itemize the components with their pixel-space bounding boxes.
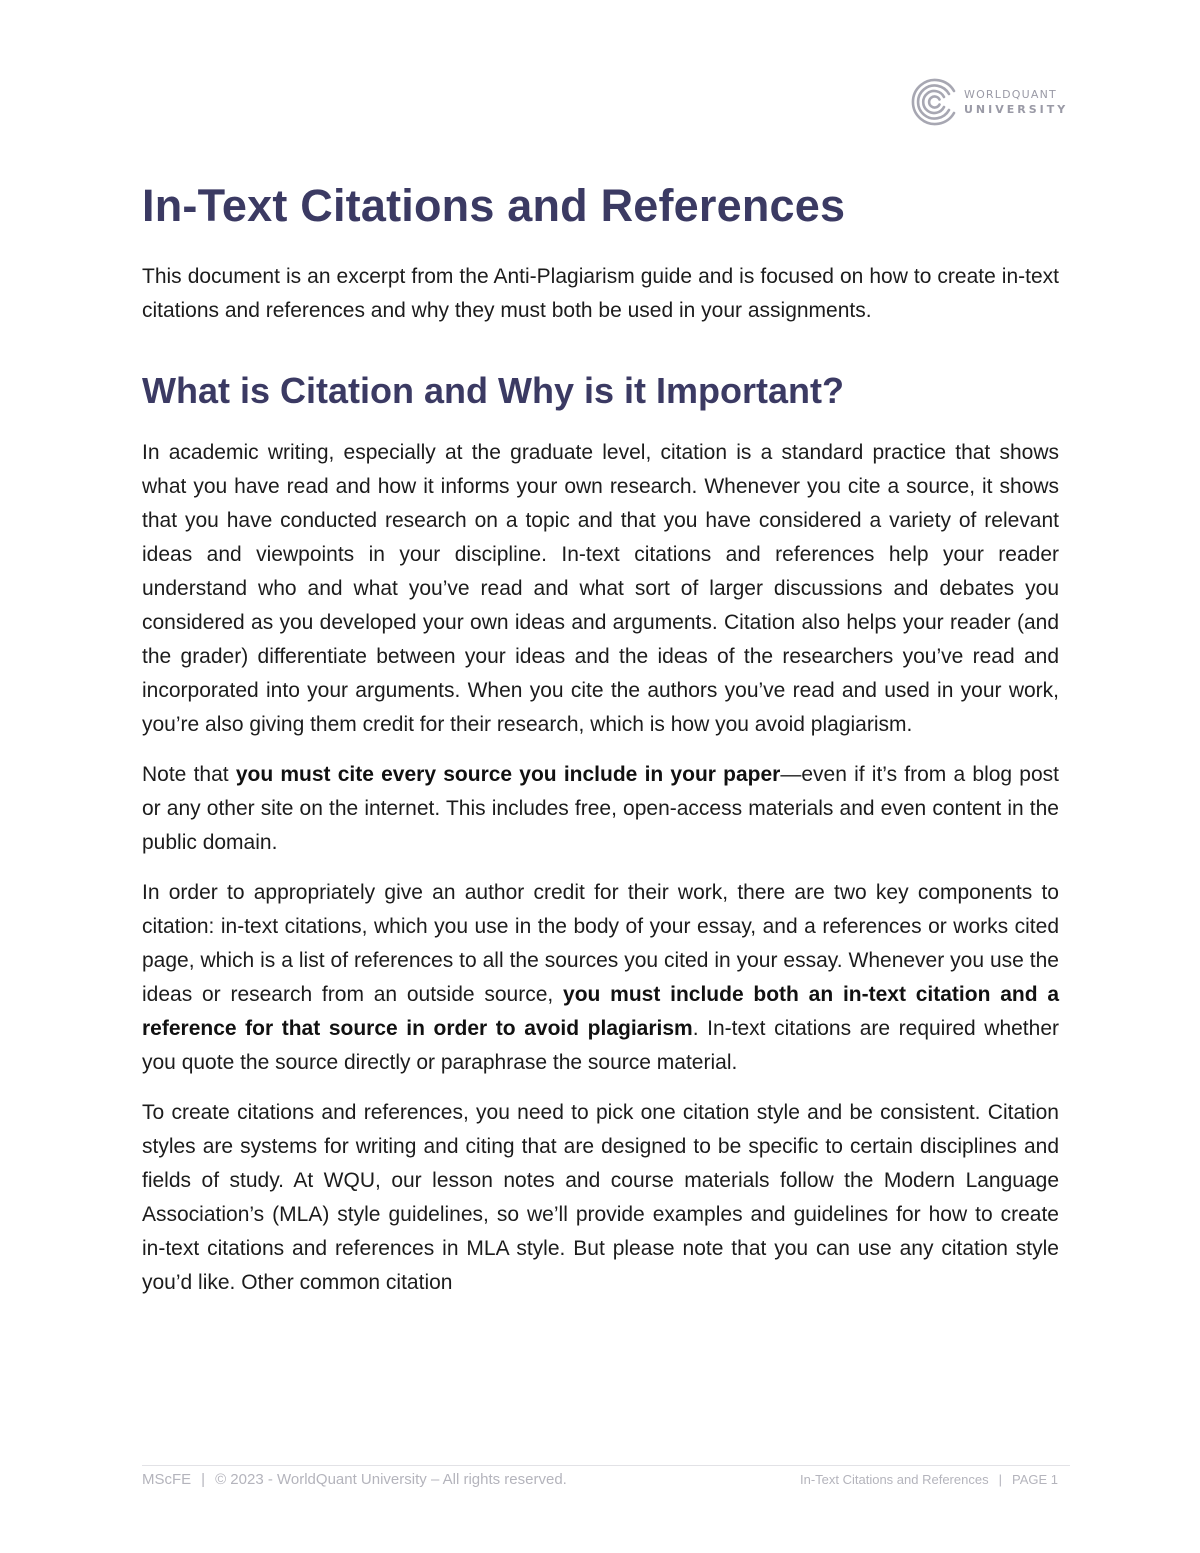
paragraph-text: In order to appropriately give an author credit for their work, there are two key components to citation: in-text citations, which you use in the body of your essay, and a references or works cited page, which is a list of references to all the sources you cited in your essay. Whenever you use the ideas or research from an outside source, <box>142 881 1059 1006</box>
document-title: In-Text Citations and References <box>142 180 846 231</box>
footer-separator: | <box>201 1471 206 1488</box>
logo-line-2: UNIVERSITY <box>964 103 1069 116</box>
footer-page-number: PAGE 1 <box>1011 1472 1058 1487</box>
paragraph-text: —even if it’s from a blog post or any other site on the internet. This includes free, open-access materials and even content in the public domain. <box>142 763 1059 854</box>
footer-copyright: © 2023 - WorldQuant University – All rights reserved. <box>215 1471 567 1488</box>
paragraph-citation-styles: To create citations and references, you need to pick one citation style and be consistent. Citation styles are systems for writing and citing that are designed to be specific to certain disciplines and fields of study. At WQU, our lesson notes and course materials follow the Modern Language Association’s (MLA) style guidelines, so we’ll provide examples and guidelines for how to create in-text citations and references in MLA style. But please note that you can use any citation style you’d like. Other common citation <box>142 1101 1059 1294</box>
footer-program: MScFE <box>142 1471 192 1488</box>
intro-paragraph: This document is an excerpt from the Anti-Plagiarism guide and is focused on how to create in-text citations and references and why they must both be used in your assignments. <box>142 265 1059 322</box>
logo-line-1: WORLDQUANT <box>964 88 1057 101</box>
paragraph-two-components <box>142 876 1059 1080</box>
paragraph-must-cite <box>142 758 1059 860</box>
footer-left <box>142 1470 567 1490</box>
main-content <box>142 178 1059 1300</box>
emphasis-text: you must cite every source you include in your paper <box>235 763 781 786</box>
paragraph-what-is-citation: In academic writing, especially at the graduate level, citation is a standard practice that shows what you have read and how it informs your own research. Whenever you cite a source, it shows that you have conducted research on a topic and that you have considered a variety of relevant ideas and viewpoints in your discipline. In-text citations and references help your reader understand who and what you’ve read and what sort of larger discussions and debates you considered as you developed your own ideas and arguments. Citation also helps your reader (and the grader) differentiate between your ideas and the ideas of the researchers you’ve read and incorporated into your arguments. When you cite the authors you’ve read and used in your work, you’re also giving them credit for their research, which is how you avoid plagiarism. <box>142 441 1059 736</box>
section-heading: What is Citation and Why is it Important? <box>142 370 844 411</box>
footer-right <box>800 1470 1058 1490</box>
emphasis-text: you must include both an in-text citation and a reference for that source in order to avoid plagiarism <box>142 983 1059 1040</box>
footer-divider <box>142 1465 1070 1466</box>
footer-doc-title: In-Text Citations and References <box>799 1472 989 1487</box>
paragraph-text: . In-text citations are required whether you quote the source directly or paraphrase the source material. <box>142 1017 1059 1074</box>
logo-wordmark <box>964 89 1068 115</box>
footer-separator: | <box>998 1472 1002 1487</box>
worldquant-logo-icon <box>910 77 960 127</box>
paragraph-text: Note that <box>142 763 236 786</box>
university-logo <box>910 76 1070 128</box>
